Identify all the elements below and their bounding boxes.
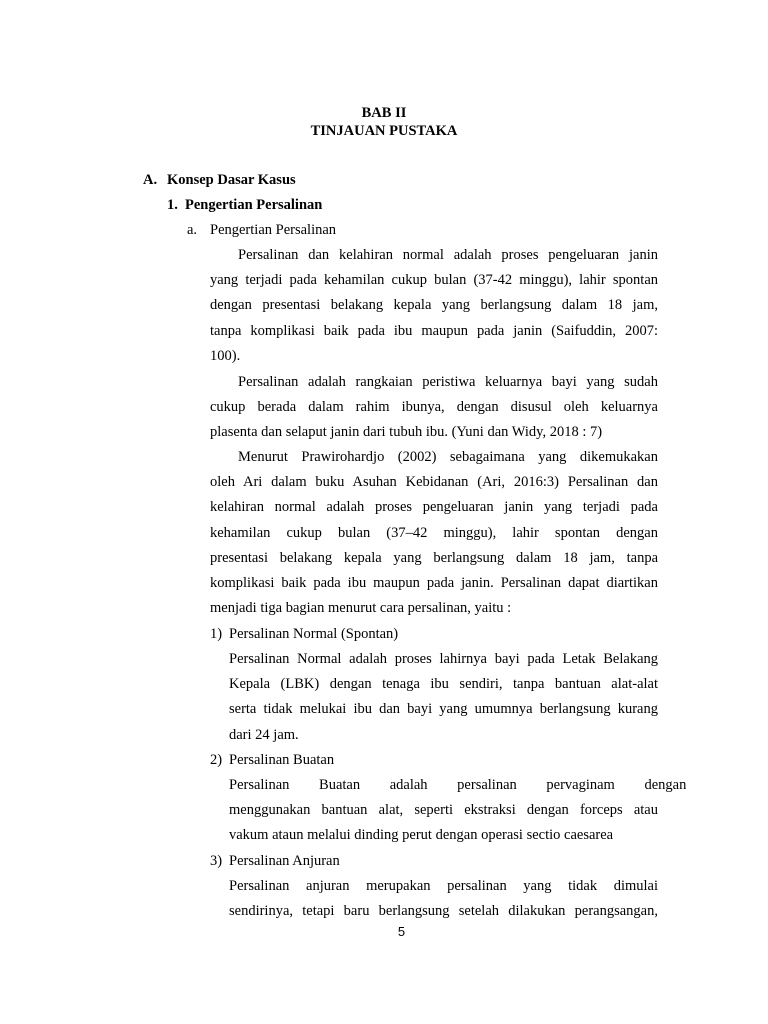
list-item-line: serta tidak melukai ibu dan bayi yang umumnya berlangsung kurang [229, 701, 658, 717]
list-item-line: vakum ataun melalui dinding perut dengan operasi sectio caesarea [229, 827, 614, 843]
list-item-line: Persalinan Normal adalah proses lahirnya bayi pada Letak Belakang [229, 651, 658, 667]
list-item-line: sendirinya, tetapi baru berlangsung setelah dilakukan perangsangan, [229, 903, 658, 919]
list-item-line: Persalinan Buatan adalah persalinan pervaginam dengan [229, 777, 687, 793]
chapter-number: BAB II [361, 105, 407, 121]
list-marker: 2) [210, 752, 223, 768]
list-item-title: Persalinan Normal (Spontan) [229, 626, 399, 642]
list-item-line: Persalinan anjuran merupakan persalinan yang tidak dimulai [229, 878, 658, 894]
paragraph-3-line: kelahiran normal adalah proses pengeluaran janin yang terjadi pada [210, 499, 658, 515]
item-a-marker: a. [187, 222, 198, 238]
chapter-title: TINJAUAN PUSTAKA [310, 123, 458, 139]
paragraph-2-line: cukup berada dalam rahim ibunya, dengan disusul oleh keluarnya [210, 399, 658, 415]
list-item-title: Persalinan Buatan [229, 752, 335, 768]
section-a-marker: A. [143, 172, 158, 188]
paragraph-3-line: menjadi tiga bagian menurut cara persalinan, yaitu : [210, 600, 512, 616]
paragraph-3-line: kehamilan cukup bulan (37–42 minggu), lahir spontan dengan [210, 525, 658, 541]
paragraph-3-line: presentasi belakang kepala yang berlangsung dalam 18 jam, tanpa [210, 550, 658, 566]
paragraph-1-line: yang terjadi pada kehamilan cukup bulan (37-42 minggu), lahir spontan [210, 272, 658, 288]
paragraph-2-line: plasenta dan selaput janin dari tubuh ibu. (Yuni dan Widy, 2018 : 7) [210, 424, 603, 440]
list-item-line: Kepala (LBK) dengan tenaga ibu sendiri, tanpa bantuan alat-alat [229, 676, 658, 692]
page-number: 5 [397, 924, 406, 939]
paragraph-1-line: tanpa komplikasi baik pada ibu maupun pada janin (Saifuddin, 2007: [210, 323, 658, 339]
subsection-1-marker: 1. [167, 197, 178, 213]
list-marker: 1) [210, 626, 223, 642]
paragraph-1-line: dengan presentasi belakang kepala yang berlangsung dalam 18 jam, [210, 297, 658, 313]
paragraph-3-line: oleh Ari dalam buku Asuhan Kebidanan (Ari, 2016:3) Persalinan dan [210, 474, 658, 490]
section-a-title: Konsep Dasar Kasus [167, 172, 296, 188]
paragraph-1-line: 100). [210, 348, 241, 364]
item-a-title: Pengertian Persalinan [210, 222, 337, 238]
list-item-title: Persalinan Anjuran [229, 853, 340, 869]
paragraph-3-line: Menurut Prawirohardjo (2002) sebagaimana yang dikemukakan [238, 449, 658, 465]
paragraph-3-line: komplikasi baik pada ibu maupun pada janin. Persalinan dapat diartikan [210, 575, 658, 591]
subsection-1-title: Pengertian Persalinan [185, 197, 323, 213]
list-item-line: dari 24 jam. [229, 727, 299, 743]
list-marker: 3) [210, 853, 223, 869]
paragraph-2-line: Persalinan adalah rangkaian peristiwa keluarnya bayi yang sudah [238, 374, 658, 390]
list-item-line: menggunakan bantuan alat, seperti ekstraksi dengan forceps atau [229, 802, 658, 818]
paragraph-1-line: Persalinan dan kelahiran normal adalah proses pengeluaran janin [238, 247, 658, 263]
